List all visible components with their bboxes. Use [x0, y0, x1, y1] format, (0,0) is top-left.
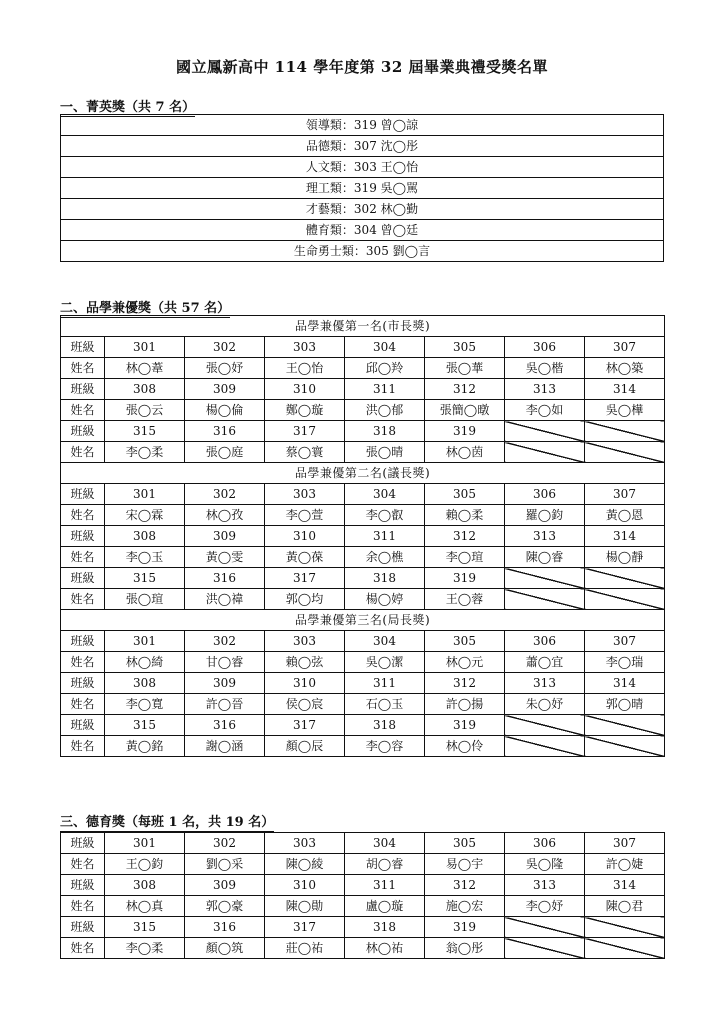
- student-name: 吳◯隆: [505, 854, 585, 875]
- class-number: 303: [265, 833, 345, 854]
- class-number: 310: [265, 526, 345, 547]
- student-name: 林◯葦: [105, 358, 185, 379]
- class-number: 318: [345, 917, 425, 938]
- student-name: 王◯怡: [265, 358, 345, 379]
- merit-group-title-row: [61, 316, 665, 337]
- student-name: 盧◯璇: [345, 896, 425, 917]
- student-name: 楊◯靜: [585, 547, 665, 568]
- elite-award-row: [61, 115, 664, 136]
- student-name: 蔡◯寰: [265, 442, 345, 463]
- elite-award-entry: 領導類：319 曾◯諒: [61, 115, 664, 136]
- student-name: 甘◯睿: [185, 652, 265, 673]
- merit-group-title: 品學兼優第一名(市長獎): [61, 316, 665, 337]
- class-number: 307: [585, 833, 665, 854]
- class-number: 314: [585, 673, 665, 694]
- class-number: 319: [425, 568, 505, 589]
- student-name: 顏◯筑: [185, 938, 265, 959]
- class-number: 318: [345, 568, 425, 589]
- name-row: [61, 589, 665, 610]
- student-name: 鄭◯璇: [265, 400, 345, 421]
- student-name: 易◯宇: [425, 854, 505, 875]
- empty-cell: [505, 736, 585, 757]
- merit-group-title-row: [61, 463, 665, 484]
- student-name: 張◯云: [105, 400, 185, 421]
- student-name: 陳◯君: [585, 896, 665, 917]
- class-number: 304: [345, 631, 425, 652]
- class-number: 315: [105, 917, 185, 938]
- page-title: 國立鳳新高中 114 學年度第 32 屆畢業典禮受獎名單: [175, 58, 549, 76]
- student-name: 洪◯郁: [345, 400, 425, 421]
- student-name: 羅◯鈞: [505, 505, 585, 526]
- class-number: 305: [425, 833, 505, 854]
- class-number: 306: [505, 337, 585, 358]
- name-label: 姓名: [61, 736, 105, 757]
- section-heading-elite: 一、菁英獎（共 7 名）: [60, 96, 195, 117]
- name-row: [61, 896, 665, 917]
- elite-award-row: [61, 199, 664, 220]
- name-label: 姓名: [61, 442, 105, 463]
- class-number: 301: [105, 631, 185, 652]
- name-label: 姓名: [61, 358, 105, 379]
- name-label: 姓名: [61, 400, 105, 421]
- elite-award-entry: 才藝類：302 林◯勤: [61, 199, 664, 220]
- student-name: 王◯蓉: [425, 589, 505, 610]
- student-name: 顏◯辰: [265, 736, 345, 757]
- class-number: 304: [345, 484, 425, 505]
- class-number: 312: [425, 379, 505, 400]
- student-name: 李◯如: [505, 400, 585, 421]
- class-label: 班級: [61, 833, 105, 854]
- class-number: 315: [105, 568, 185, 589]
- name-row: [61, 400, 665, 421]
- empty-cell: [505, 442, 585, 463]
- elite-award-row: [61, 157, 664, 178]
- name-row: [61, 652, 665, 673]
- class-label: 班級: [61, 379, 105, 400]
- class-number: 306: [505, 484, 585, 505]
- class-number: 304: [345, 337, 425, 358]
- class-number: 315: [105, 715, 185, 736]
- student-name: 林◯元: [425, 652, 505, 673]
- class-label: 班級: [61, 917, 105, 938]
- class-number: 319: [425, 421, 505, 442]
- section-heading-virtue: 三、德育獎（每班 1 名，共 19 名）: [60, 811, 274, 832]
- class-number: 317: [265, 917, 345, 938]
- class-number: 301: [105, 833, 185, 854]
- class-number: 316: [185, 715, 265, 736]
- student-name: 朱◯妤: [505, 694, 585, 715]
- class-number: 311: [345, 875, 425, 896]
- student-name: 許◯晉: [185, 694, 265, 715]
- empty-cell: [585, 715, 665, 736]
- merit-award-table: [60, 315, 665, 757]
- student-name: 李◯妤: [505, 896, 585, 917]
- student-name: 林◯祐: [345, 938, 425, 959]
- class-row: [61, 568, 665, 589]
- class-row: [61, 715, 665, 736]
- class-number: 319: [425, 715, 505, 736]
- section-heading-merit: 二、品學兼優獎（共 57 名）: [60, 297, 230, 318]
- student-name: 謝◯涵: [185, 736, 265, 757]
- class-number: 305: [425, 631, 505, 652]
- class-number: 309: [185, 526, 265, 547]
- student-name: 李◯瑄: [425, 547, 505, 568]
- elite-award-entry: 生命勇士類：305 劉◯言: [61, 241, 664, 262]
- empty-cell: [585, 589, 665, 610]
- class-number: 308: [105, 526, 185, 547]
- empty-cell: [585, 938, 665, 959]
- class-number: 317: [265, 568, 345, 589]
- student-name: 林◯綺: [105, 652, 185, 673]
- name-label: 姓名: [61, 505, 105, 526]
- student-name: 蕭◯宜: [505, 652, 585, 673]
- class-number: 316: [185, 568, 265, 589]
- class-number: 316: [185, 917, 265, 938]
- student-name: 林◯真: [105, 896, 185, 917]
- elite-award-row: [61, 241, 664, 262]
- class-number: 318: [345, 715, 425, 736]
- class-number: 310: [265, 379, 345, 400]
- student-name: 翁◯彤: [425, 938, 505, 959]
- name-row: [61, 938, 665, 959]
- class-number: 306: [505, 631, 585, 652]
- class-number: 308: [105, 379, 185, 400]
- class-row: [61, 673, 665, 694]
- student-name: 楊◯倫: [185, 400, 265, 421]
- name-label: 姓名: [61, 938, 105, 959]
- student-name: 許◯婕: [585, 854, 665, 875]
- name-label: 姓名: [61, 652, 105, 673]
- class-number: 314: [585, 379, 665, 400]
- class-number: 311: [345, 379, 425, 400]
- student-name: 李◯寬: [105, 694, 185, 715]
- class-number: 305: [425, 484, 505, 505]
- student-name: 石◯玉: [345, 694, 425, 715]
- class-number: 306: [505, 833, 585, 854]
- class-label: 班級: [61, 568, 105, 589]
- class-row: [61, 833, 665, 854]
- empty-cell: [585, 917, 665, 938]
- class-number: 310: [265, 875, 345, 896]
- class-number: 312: [425, 673, 505, 694]
- class-number: 301: [105, 337, 185, 358]
- student-name: 李◯叡: [345, 505, 425, 526]
- class-number: 303: [265, 484, 345, 505]
- class-number: 308: [105, 875, 185, 896]
- class-number: 318: [345, 421, 425, 442]
- empty-cell: [585, 421, 665, 442]
- empty-cell: [505, 568, 585, 589]
- student-name: 林◯孜: [185, 505, 265, 526]
- student-name: 侯◯宸: [265, 694, 345, 715]
- name-label: 姓名: [61, 896, 105, 917]
- student-name: 吳◯樺: [585, 400, 665, 421]
- empty-cell: [585, 442, 665, 463]
- class-number: 309: [185, 673, 265, 694]
- class-number: 314: [585, 875, 665, 896]
- student-name: 李◯柔: [105, 938, 185, 959]
- student-name: 宋◯霖: [105, 505, 185, 526]
- class-number: 302: [185, 631, 265, 652]
- student-name: 李◯柔: [105, 442, 185, 463]
- class-number: 307: [585, 631, 665, 652]
- student-name: 王◯鈞: [105, 854, 185, 875]
- elite-award-entry: 品德類：307 沈◯彤: [61, 136, 664, 157]
- class-number: 316: [185, 421, 265, 442]
- name-row: [61, 694, 665, 715]
- class-number: 309: [185, 379, 265, 400]
- student-name: 吳◯潔: [345, 652, 425, 673]
- class-label: 班級: [61, 875, 105, 896]
- empty-cell: [585, 568, 665, 589]
- student-name: 吳◯楷: [505, 358, 585, 379]
- class-number: 303: [265, 337, 345, 358]
- class-row: [61, 631, 665, 652]
- name-row: [61, 358, 665, 379]
- class-number: 302: [185, 833, 265, 854]
- class-number: 307: [585, 484, 665, 505]
- class-label: 班級: [61, 631, 105, 652]
- class-row: [61, 337, 665, 358]
- student-name: 賴◯柔: [425, 505, 505, 526]
- empty-cell: [505, 715, 585, 736]
- student-name: 李◯瑞: [585, 652, 665, 673]
- class-label: 班級: [61, 673, 105, 694]
- class-row: [61, 526, 665, 547]
- class-number: 302: [185, 484, 265, 505]
- name-label: 姓名: [61, 589, 105, 610]
- class-row: [61, 421, 665, 442]
- class-number: 312: [425, 875, 505, 896]
- student-name: 黃◯葆: [265, 547, 345, 568]
- name-label: 姓名: [61, 854, 105, 875]
- student-name: 李◯玉: [105, 547, 185, 568]
- elite-award-row: [61, 136, 664, 157]
- name-row: [61, 442, 665, 463]
- class-row: [61, 875, 665, 896]
- student-name: 黃◯恩: [585, 505, 665, 526]
- student-name: 林◯伶: [425, 736, 505, 757]
- class-number: 308: [105, 673, 185, 694]
- elite-award-table: [60, 114, 664, 262]
- class-number: 317: [265, 421, 345, 442]
- class-number: 302: [185, 337, 265, 358]
- class-number: 304: [345, 833, 425, 854]
- elite-award-row: [61, 178, 664, 199]
- student-name: 劉◯采: [185, 854, 265, 875]
- student-name: 張◯瑄: [105, 589, 185, 610]
- student-name: 洪◯禕: [185, 589, 265, 610]
- class-label: 班級: [61, 715, 105, 736]
- student-name: 郭◯晴: [585, 694, 665, 715]
- class-row: [61, 379, 665, 400]
- student-name: 張◯妤: [185, 358, 265, 379]
- student-name: 莊◯祐: [265, 938, 345, 959]
- class-number: 303: [265, 631, 345, 652]
- student-name: 邱◯羚: [345, 358, 425, 379]
- class-number: 317: [265, 715, 345, 736]
- empty-cell: [505, 421, 585, 442]
- class-label: 班級: [61, 337, 105, 358]
- class-number: 309: [185, 875, 265, 896]
- student-name: 余◯樵: [345, 547, 425, 568]
- student-name: 郭◯豪: [185, 896, 265, 917]
- class-label: 班級: [61, 526, 105, 547]
- merit-group-title-row: [61, 610, 665, 631]
- empty-cell: [505, 589, 585, 610]
- student-name: 李◯容: [345, 736, 425, 757]
- student-name: 張◯庭: [185, 442, 265, 463]
- merit-group-title: 品學兼優第二名(議長獎): [61, 463, 665, 484]
- name-label: 姓名: [61, 694, 105, 715]
- virtue-award-table: [60, 832, 665, 959]
- student-name: 胡◯睿: [345, 854, 425, 875]
- merit-group-title: 品學兼優第三名(局長獎): [61, 610, 665, 631]
- student-name: 楊◯婷: [345, 589, 425, 610]
- name-row: [61, 736, 665, 757]
- class-label: 班級: [61, 484, 105, 505]
- class-number: 301: [105, 484, 185, 505]
- class-number: 313: [505, 379, 585, 400]
- student-name: 林◯築: [585, 358, 665, 379]
- elite-award-entry: 體育類：304 曾◯廷: [61, 220, 664, 241]
- student-name: 賴◯弦: [265, 652, 345, 673]
- class-number: 314: [585, 526, 665, 547]
- name-label: 姓名: [61, 547, 105, 568]
- student-name: 李◯萱: [265, 505, 345, 526]
- empty-cell: [505, 938, 585, 959]
- elite-award-row: [61, 220, 664, 241]
- student-name: 郭◯均: [265, 589, 345, 610]
- student-name: 陳◯睿: [505, 547, 585, 568]
- name-row: [61, 505, 665, 526]
- class-number: 311: [345, 526, 425, 547]
- empty-cell: [505, 917, 585, 938]
- class-label: 班級: [61, 421, 105, 442]
- elite-award-entry: 人文類：303 王◯怡: [61, 157, 664, 178]
- student-name: 黃◯雯: [185, 547, 265, 568]
- class-number: 311: [345, 673, 425, 694]
- student-name: 陳◯勛: [265, 896, 345, 917]
- student-name: 陳◯綾: [265, 854, 345, 875]
- class-number: 312: [425, 526, 505, 547]
- student-name: 黃◯銘: [105, 736, 185, 757]
- name-row: [61, 547, 665, 568]
- student-name: 張簡◯暾: [425, 400, 505, 421]
- class-row: [61, 484, 665, 505]
- class-number: 319: [425, 917, 505, 938]
- student-name: 張◯華: [425, 358, 505, 379]
- student-name: 許◯揚: [425, 694, 505, 715]
- class-number: 305: [425, 337, 505, 358]
- class-number: 313: [505, 673, 585, 694]
- class-number: 315: [105, 421, 185, 442]
- name-row: [61, 854, 665, 875]
- student-name: 張◯晴: [345, 442, 425, 463]
- class-row: [61, 917, 665, 938]
- class-number: 313: [505, 526, 585, 547]
- class-number: 307: [585, 337, 665, 358]
- empty-cell: [585, 736, 665, 757]
- student-name: 林◯茵: [425, 442, 505, 463]
- class-number: 313: [505, 875, 585, 896]
- student-name: 施◯宏: [425, 896, 505, 917]
- elite-award-entry: 理工類：319 吳◯駡: [61, 178, 664, 199]
- class-number: 310: [265, 673, 345, 694]
